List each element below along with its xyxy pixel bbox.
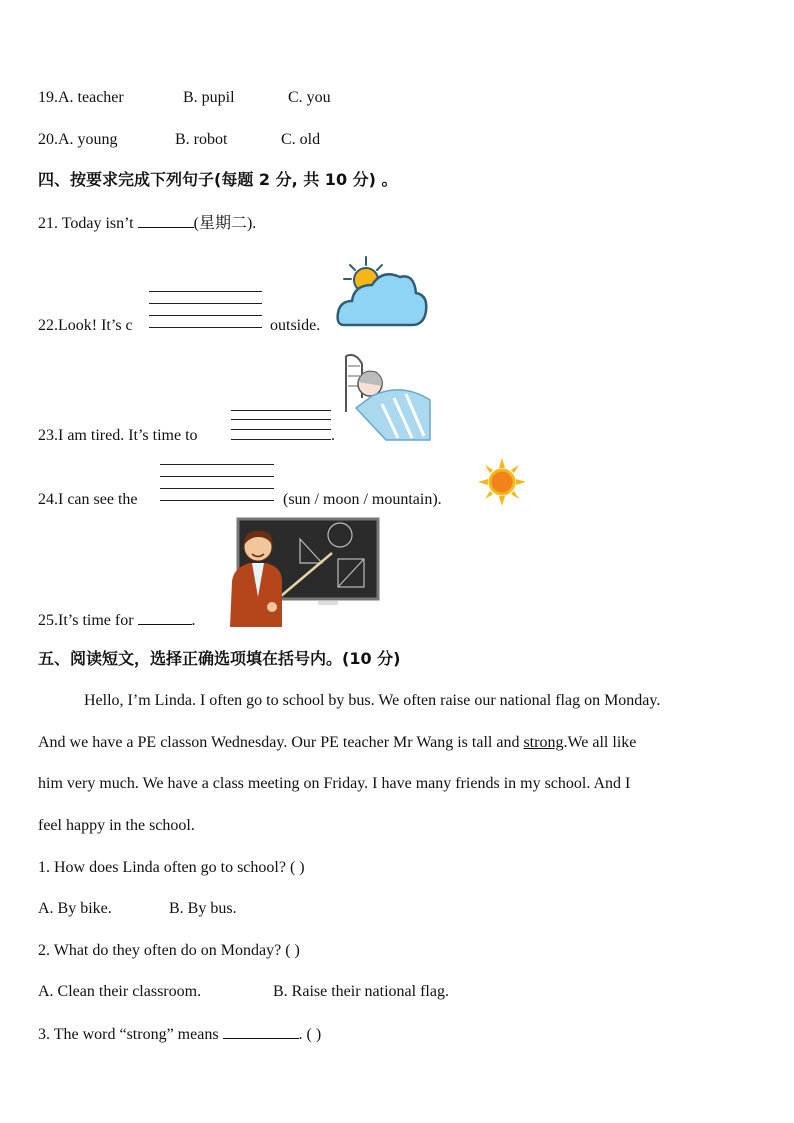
question-21	[38, 213, 256, 234]
option-a: A. young	[58, 131, 118, 148]
section-5-title: 五、阅读短文，选择正确选项填在括号内。(10 分)	[38, 649, 401, 668]
cloudy-icon	[336, 255, 430, 329]
option-c: C. old	[281, 131, 321, 148]
question-19	[38, 88, 124, 108]
four-line-writing-blank[interactable]	[160, 464, 274, 501]
question-number: 20.	[38, 131, 58, 148]
question-24	[38, 490, 138, 510]
question-23	[38, 426, 198, 446]
reading-question-2: 2. What do they often do on Monday? ( )	[38, 942, 300, 959]
question-25	[38, 610, 196, 631]
reading-option-a: A. By bike.	[38, 900, 112, 917]
passage-line-4: feel happy in the school.	[38, 817, 195, 834]
question-22-end: outside.	[270, 317, 321, 334]
reading-question-3: 3. The word “strong” means . ( )	[38, 1026, 322, 1043]
passage-line-3: him very much. We have a class meeting on Friday. I have many friends in my school. And I	[38, 775, 631, 792]
option-b: B. pupil	[183, 89, 235, 106]
question-text: 24.I can see the	[38, 491, 138, 508]
question-text: 23.I am tired. It’s time to	[38, 427, 198, 444]
question-text: 22.Look! It’s c	[38, 317, 133, 334]
reading-option-b: B. By bus.	[169, 900, 237, 917]
reading-question-1: 1. How does Linda often go to school? ( )	[38, 859, 305, 876]
four-line-writing-blank[interactable]	[231, 410, 331, 440]
sun-icon	[478, 458, 526, 506]
question-number: 19.	[38, 89, 58, 106]
question-23-end: .	[331, 427, 335, 444]
question-text: 21. Today isn’t	[38, 215, 134, 232]
option-a: A. teacher	[58, 89, 124, 106]
question-24-options: (sun / moon / mountain).	[283, 491, 442, 508]
underlined-word: strong	[523, 734, 564, 751]
section-4-title: 四、按要求完成下列句子(每题 2 分, 共 10 分) 。	[38, 170, 398, 189]
question-text: 25.It’s time for	[38, 612, 134, 629]
sleeping-girl-icon	[342, 352, 434, 442]
option-b: B. robot	[175, 131, 228, 148]
reading-option-a: A. Clean their classroom.	[38, 983, 202, 1000]
answer-blank[interactable]	[223, 1024, 299, 1039]
reading-option-b: B. Raise their national flag.	[273, 983, 449, 1000]
four-line-writing-blank[interactable]	[149, 291, 262, 328]
question-20	[38, 130, 118, 150]
answer-blank[interactable]	[138, 610, 192, 625]
teacher-blackboard-icon	[222, 517, 382, 627]
question-25-end: .	[191, 612, 196, 629]
passage-line-2: And we have a PE classon Wednesday. Our PE teacher Mr Wang is tall and strong.We all like	[38, 734, 637, 751]
answer-blank[interactable]	[138, 213, 194, 228]
option-c: C. you	[288, 89, 331, 106]
hint: (星期二).	[193, 215, 257, 232]
passage-line-1: Hello, I’m Linda. I often go to school by bus. We often raise our national flag on Monday.	[84, 692, 661, 709]
question-22	[38, 316, 133, 336]
